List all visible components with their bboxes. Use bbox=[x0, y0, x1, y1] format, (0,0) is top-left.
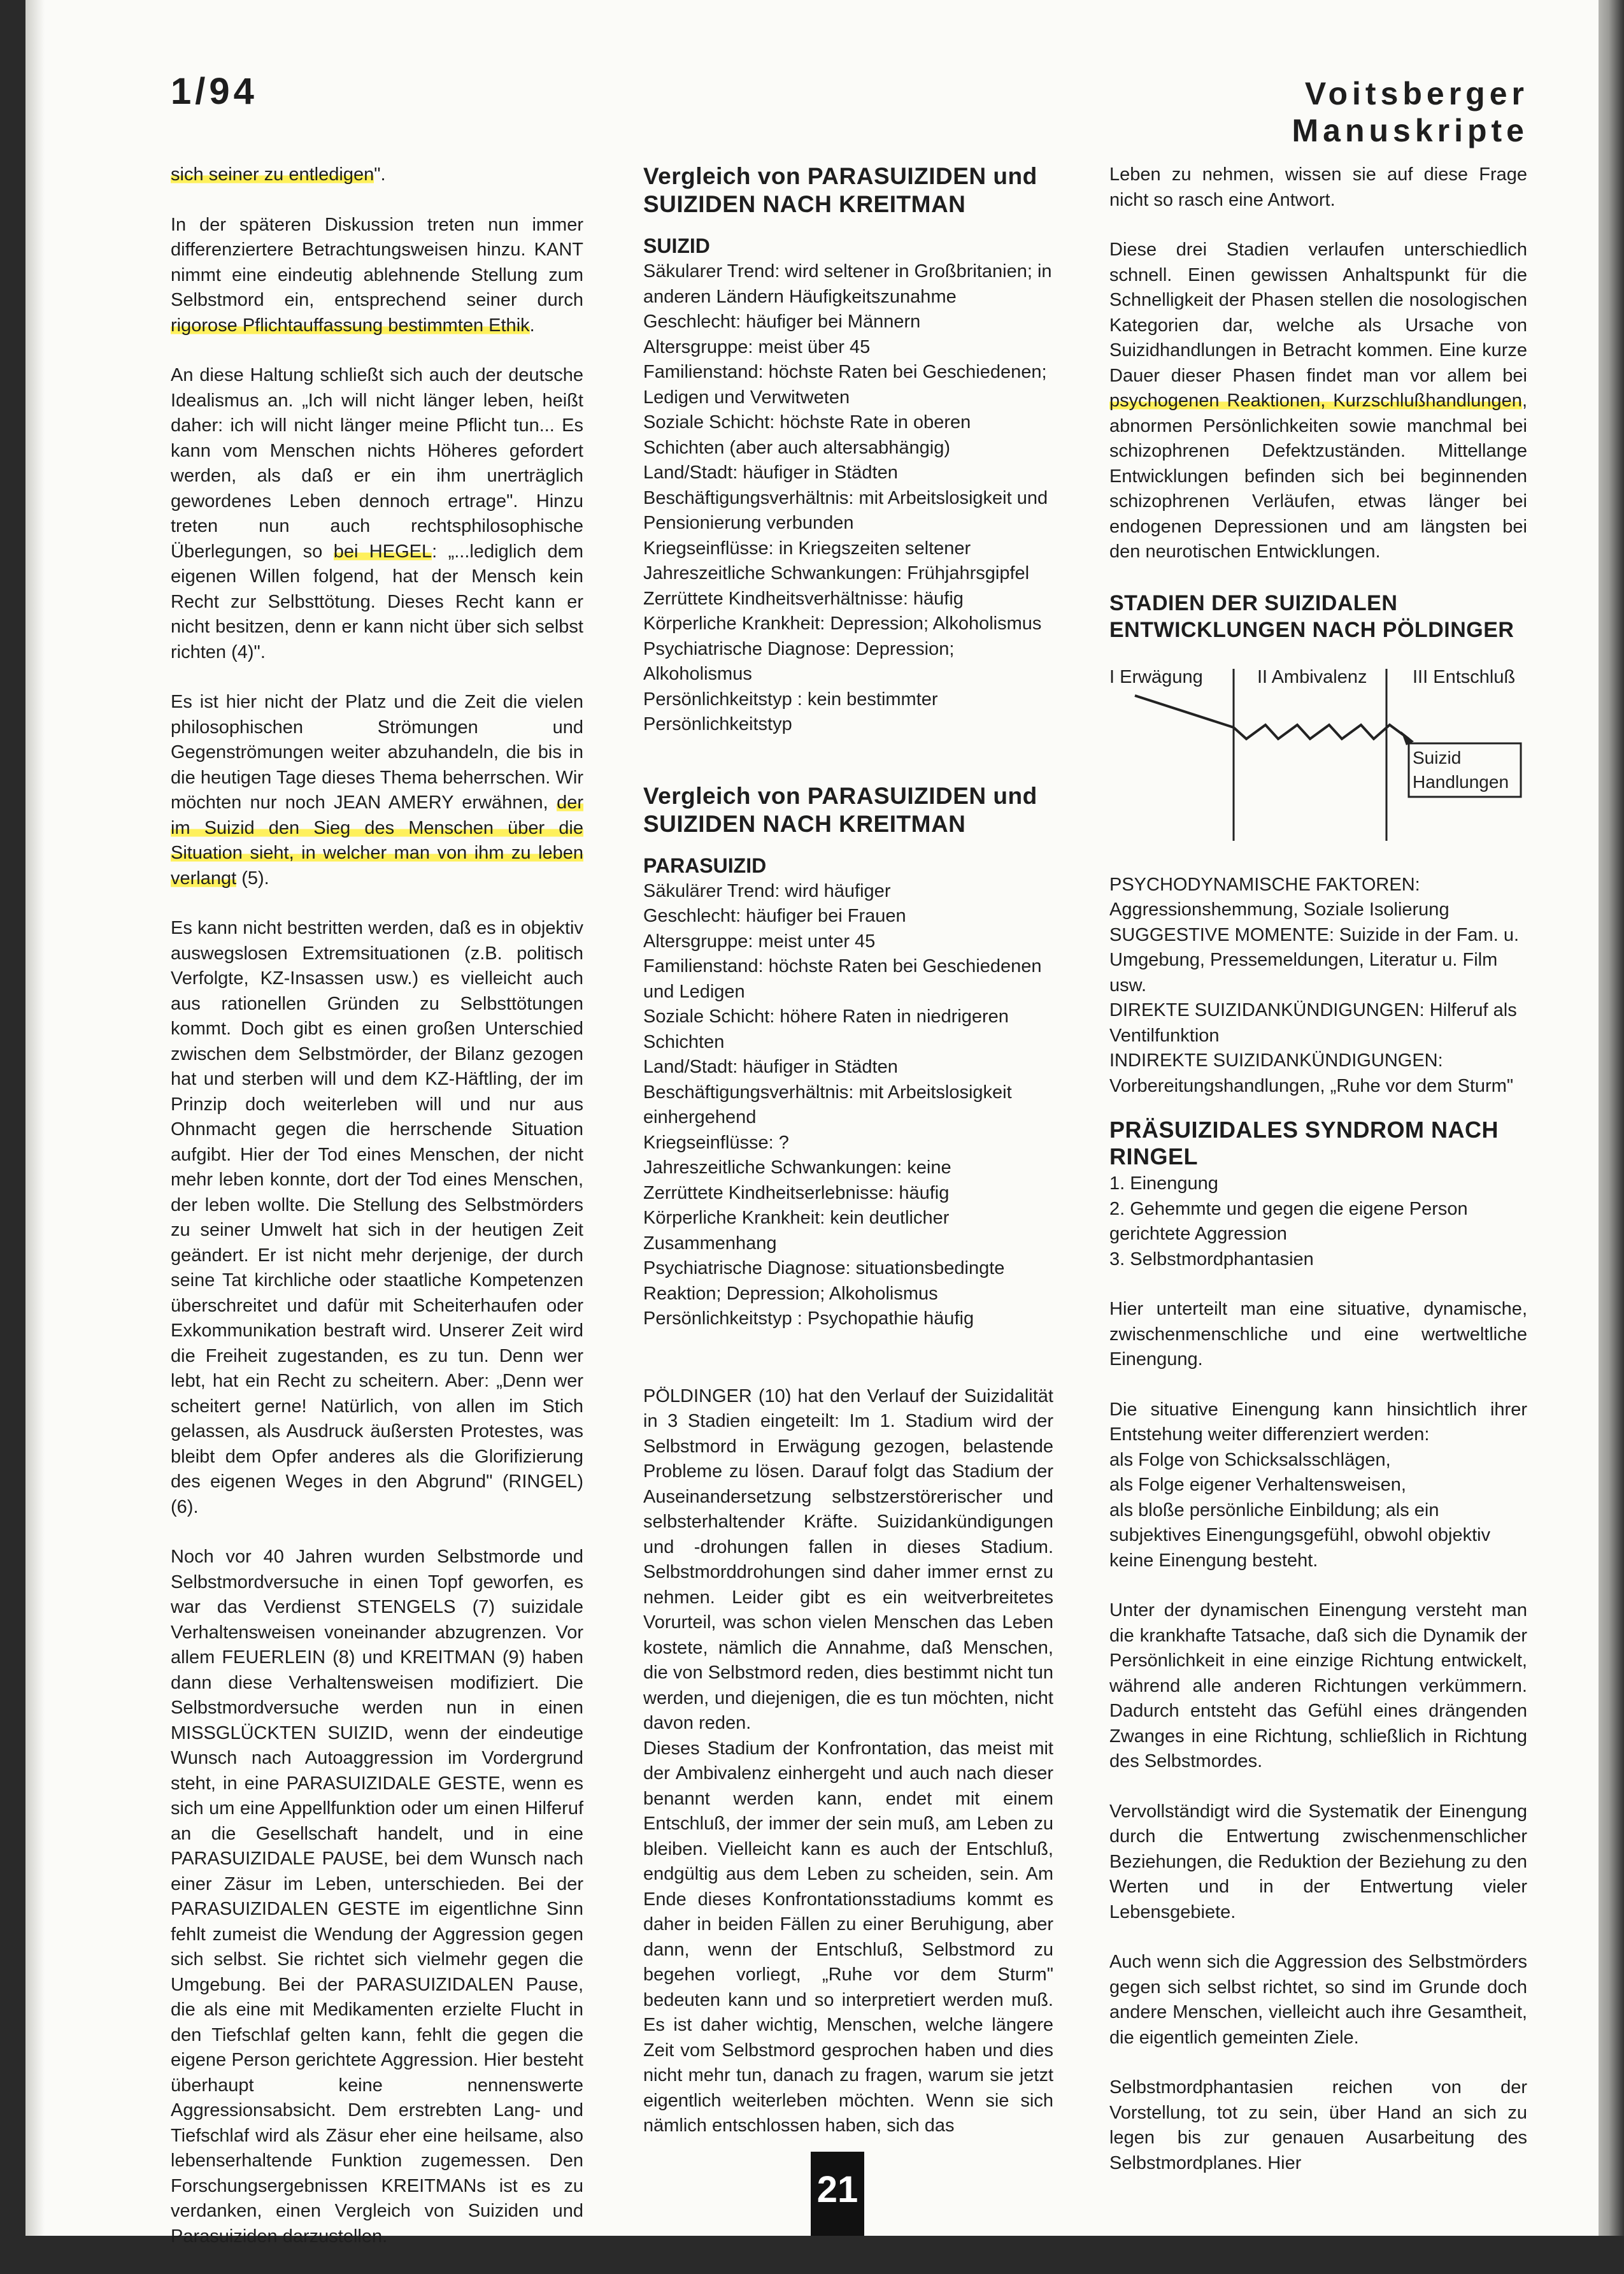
situativ-item: als Folge eigener Verhaltensweisen, bbox=[1109, 1475, 1406, 1495]
text: , abnormen Persönlichkeiten sowie manchmal bei schizophrenen Defektzuständen. Mittellange Entwicklungen befinden sich bei beginnenden schizophrenen Verläufen, etwas länger bei endogenen Depressionen und am längsten bei den neurotischen Entwicklungen. bbox=[1109, 390, 1527, 562]
heading-ringel: PRÄSUIZIDALES SYNDROM NACH RINGEL bbox=[1109, 1117, 1499, 1169]
suizid-list bbox=[643, 259, 1053, 738]
highlight: sich seiner zu entledigen bbox=[171, 164, 374, 185]
paragraph-continuation: Leben zu nehmen, wissen sie auf diese Frage nicht so rasch eine Antwort. bbox=[1109, 164, 1527, 210]
paragraph-kant bbox=[171, 213, 583, 339]
column-1 bbox=[171, 162, 583, 2274]
suizid-item: Altersgruppe: meist über 45 bbox=[643, 336, 871, 357]
highlight: psychogenen Reaktionen, Kurzschlußhandlungen bbox=[1109, 390, 1522, 411]
heading-stadien: STADIEN DER SUIZIDALEN ENTWICKLUNGEN NACH PÖLDINGER bbox=[1109, 590, 1514, 642]
text: ". bbox=[374, 164, 386, 185]
parasuizid-item: Jahreszeitliche Schwankungen: keine bbox=[643, 1157, 951, 1178]
suizid-item: Körperliche Krankheit: Depression; Alkoholismus bbox=[643, 613, 1042, 634]
suizid-item: Kriegseinflüsse: in Kriegszeiten seltener bbox=[643, 538, 971, 559]
parasuizid-item: Geschlecht: häufiger bei Frauen bbox=[643, 906, 906, 926]
suizid-item: Beschäftigungsverhältnis: mit Arbeitslosigkeit und Pensionierung verbunden bbox=[643, 487, 1048, 533]
paragraph-idealismus bbox=[171, 363, 583, 665]
text: In der späteren Diskussion treten nun immer differenziertere Betrachtungsweisen hinzu. KANT nimmt eine eindeutig ablehnende Stellung zum Selbstmord ein, entsprechend seiner durch bbox=[171, 214, 583, 310]
column-2 bbox=[643, 162, 1053, 2139]
paragraph-aggression: Auch wenn sich die Aggression des Selbstmörders gegen sich selbst richtet, so sind im Grunde doch andere Menschen, vielleicht auch ihre Gesamtheit, die eigentlich gemeinten Ziele. bbox=[1109, 1952, 1527, 2048]
ringel-item: 3. Selbstmordphantasien bbox=[1109, 1248, 1314, 1269]
paragraph-stengel: Noch vor 40 Jahren wurden Selbstmorde und Selbstmordversuche in einen Topf geworfen, es war das Verdienst STENGELS (7) suizidale Verhaltensweisen voneinander abzugrenzen. Vor allem FEUERLEIN (8) und KREITMAN (9) haben dann diese Verhaltensweisen modifiziert. Die Selbstmordversuche werden nun in einen MISSGLÜCKTEN SUIZID, wenn der eindeutige Wunsch nach Autoaggression im Vordergrund steht, in eine PARASUIZIDALE GESTE, wenn es sich um eine Appellfunktion oder um einen Hilferuf an die Gesellschaft handelt, und in eine PARASUIZIDALE PAUSE, bei dem Wunsch nach einer Zäsur im Leben, unterschieden. Bei der PARASUIZIDALEN GESTE im eigentlichne Sinn fehlt zumeist die Wendung der Aggression gegen sich selbst. Sie richtet sich vielmehr gegen die Umgebung. Bei der PARASUIZIDALEN Pause, die als eine mit Medikamenten erzielte Flucht in den Tiefschlaf gelten kann, fehlt die gegen die eigene Person gerichtete Aggression. Hier besteht überhaupt keine nennenswerte Aggressionsabsicht. Dem erstrebten Lang- und Tiefschlaf wird als Zäsur eher eine heilsame, also lebenserhaltende Funktion zugemessen. Den Forschungsergebnissen KREITMANs ist es zu verdanken, einen Vergleich von Suiziden und Parasuiziden darzustellen. bbox=[171, 1547, 583, 2247]
text: (5). bbox=[236, 868, 269, 889]
stage-label-entschluss: III Entschluß bbox=[1413, 666, 1516, 687]
parasuizid-item: Säkulärer Trend: wird häufiger bbox=[643, 880, 891, 901]
text: . bbox=[529, 315, 535, 336]
paragraph-entledigen bbox=[171, 162, 583, 188]
text: Es ist hier nicht der Platz und die Zeit die vielen philosophischen Strömungen und Gegenströmungen weiter abzuhandeln, die bis in die heutigen Tage dieses Thema beherrschen. Wir möchten nur noch JEAN AMERY erwähnen, bbox=[171, 692, 583, 813]
scan-border-left bbox=[25, 0, 45, 2236]
ringel-item: 1. Einengung bbox=[1109, 1173, 1218, 1194]
parasuizid-item: Zerrüttete Kindheitserlebnisse: häufig bbox=[643, 1182, 950, 1203]
text: Diese drei Stadien verlaufen unterschiedlich schnell. Einen gewissen Anhaltspunkt für die Schnelligkeit der Phasen stellen die nosologischen Kategorien dar, welche als Ursache von Suizidhandlungen in Betracht kommen. Eine kurze Dauer dieser Phasen findet man vor allem bei bbox=[1109, 240, 1527, 386]
parasuizid-list bbox=[643, 879, 1053, 1332]
paragraph-konfrontation: Dieses Stadium der Konfrontation, das meist mit der Ambivalenz einhergeht und auch nach dieser benannt werden kann, endet mit einem Entschluß, der immer der sein muß, am Leben zu bleiben. Vielleicht kann es auch der Entschluß, endgültig aus dem Leben zu scheiden, sein. Am Ende dieses Konfrontationsstadiums kommt es daher in beiden Fällen zu einer Beruhigung, aber dann, wenn der Entschluß, Selbstmord zu begehen vorliegt, „Ruhe vor dem Sturm" bedeuten kann und so interpretiert werden muß. Es ist daher wichtig, Menschen, welche längere Zeit vom Selbstmord gesprochen haben und dies nicht mehr tun, danach zu fragen, warum sie jetzt eigentlich weiterleben möchten. Wenn sie sich nämlich entschlossen haben, sich das bbox=[643, 1738, 1053, 2136]
parasuizid-item: Persönlichkeitstyp : Psychopathie häufig bbox=[643, 1308, 974, 1329]
factor-item: DIREKTE SUIZIDANKÜNDIGUNGEN: Hilferuf als Ventilfunktion bbox=[1109, 1000, 1517, 1046]
parasuizid-item: Psychiatrische Diagnose: situationsbedingte Reaktion; Depression; Alkoholismus bbox=[643, 1258, 1005, 1304]
parasuizid-item: Beschäftigungsverhältnis: mit Arbeitslosigkeit einhergehend bbox=[643, 1082, 1012, 1127]
outcome-label-1: Suizid bbox=[1413, 747, 1462, 768]
page-number: 21 bbox=[811, 2152, 864, 2236]
stage-label-ambivalenz: II Ambivalenz bbox=[1257, 666, 1367, 687]
suizid-item: Jahreszeitliche Schwankungen: Frühjahrsgipfel bbox=[643, 563, 1030, 583]
factor-item: SUGGESTIVE MOMENTE: Suizide in der Fam. u. Umgebung, Pressemeldungen, Literatur u. Film usw. bbox=[1109, 924, 1519, 996]
stages-diagram bbox=[1109, 656, 1527, 847]
situativ-list bbox=[1109, 1448, 1527, 1574]
paragraph-systematik: Vervollständigt wird die Systematik der Einengung durch die Entwertung zwischenmenschlicher Beziehungen, die Reduktion der Beziehung zu den Werten und in der Entwertung vieler Lebensgebiete. bbox=[1109, 1801, 1527, 1922]
suizid-item: Zerrüttete Kindheitsverhältnisse: häufig bbox=[643, 588, 964, 609]
trajectory-line bbox=[1135, 696, 1409, 739]
column-3 bbox=[1109, 162, 1527, 2201]
factor-item: INDIREKTE SUIZIDANKÜNDIGUNGEN: Vorbereitungshandlungen, „Ruhe vor dem Sturm" bbox=[1109, 1050, 1514, 1096]
highlight: der im Suizid den Sieg des Menschen über die Situation sieht, in welcher man von ihm zu leben verlangt bbox=[171, 792, 583, 889]
outcome-label-2: Handlungen bbox=[1413, 771, 1509, 792]
paragraph-dynamisch: Unter der dynamischen Einengung versteht man die krankhafte Tatsache, daß sich die Dynamik der Persönlichkeit in eine einzige Richtung entwickelt, während alle anderen Richtungen verkümmern. Dadurch entsteht das Gefühl eines drängenden Zwanges in eine Richtung, schließlich in Richtung des Selbstmordes. bbox=[1109, 1600, 1527, 1771]
issue-number: 1/94 bbox=[171, 71, 258, 112]
ringel-item: 2. Gehemmte und gegen die eigene Person gerichtete Aggression bbox=[1109, 1198, 1468, 1244]
parasuizid-item: Kriegseinflüsse: ? bbox=[643, 1132, 789, 1153]
suizid-item: Säkularer Trend: wird seltener in Großbritanien; in anderen Ländern Häufigkeitszunahme bbox=[643, 261, 1052, 307]
factor-list bbox=[1109, 873, 1527, 1099]
ringel-list bbox=[1109, 1171, 1527, 1272]
parasuizid-item: Familienstand: höchste Raten bei Geschiedenen und Ledigen bbox=[643, 956, 1042, 1002]
heading-vergleich-1: Vergleich von PARASUIZIDEN und SUIZIDEN NACH KREITMAN bbox=[643, 163, 1037, 217]
suizid-item: Psychiatrische Diagnose: Depression; Alkoholismus bbox=[643, 638, 955, 684]
paragraph-amery bbox=[171, 690, 583, 891]
parasuizid-item: Soziale Schicht: höhere Raten in niedrigeren Schichten bbox=[643, 1006, 1009, 1052]
parasuizid-item: Körperliche Krankheit: kein deutlicher Zusammenhang bbox=[643, 1208, 950, 1254]
journal-title: Voitsberger Manuskripte bbox=[1292, 76, 1528, 148]
subheading-suizid: SUIZID bbox=[643, 234, 710, 257]
situativ-item: als bloße persönliche Einbildung; als ein subjektives Einengungsgefühl, obwohl objektiv keine Einengung besteht. bbox=[1109, 1499, 1491, 1571]
suizid-item: Familienstand: höchste Raten bei Geschiedenen; Ledigen und Verwitweten bbox=[643, 362, 1047, 408]
paragraph-phantasien: Selbstmordphantasien reichen von der Vorstellung, tot zu sein, über Hand an sich zu legen bis zur genauen Ausarbeitung des Selbstmordplanes. Hier bbox=[1109, 2077, 1527, 2173]
paragraph-stadien bbox=[1109, 238, 1527, 565]
stages-diagram-svg bbox=[1109, 656, 1527, 847]
heading-vergleich-2: Vergleich von PARASUIZIDEN und SUIZIDEN NACH KREITMAN bbox=[643, 782, 1037, 837]
stage-label-erwaegung: I Erwägung bbox=[1109, 666, 1203, 687]
suizid-item: Geschlecht: häufiger bei Männern bbox=[643, 311, 921, 332]
parasuizid-item: Land/Stadt: häufiger in Städten bbox=[643, 1057, 898, 1077]
paragraph-poeldinger: PÖLDINGER (10) hat den Verlauf der Suizidalität in 3 Stadien eingeteilt: Im 1. Stadium wird der Selbstmord in Erwägung gezogen, belastende Probleme zu lösen. Darauf folgt das Stadium der Auseinandersetzung selbstzerstörerischer und selbsterhaltender Kräfte. Suizidankündigungen und -drohungen fallen in dieses Stadium. Selbstmorddrohungen sind daher immer ernst zu nehmen. Leider gibt es ein weitverbreitetes Vorurteil, was schon vielen Menschen das Leben kostete, nämlich die Annahme, daß Menschen, die von Selbstmord reden, dies bestimmt nicht tun werden, und diejenigen, die es tun möchten, nicht davon reden. bbox=[643, 1385, 1053, 1733]
text: : „...lediglich dem eigenen Willen folgend, hat der Mensch kein Recht zur Selbsttötung. Dieses Recht kann er nicht besitzen, denn er kann nicht über sich selbst richten (4)". bbox=[171, 541, 583, 662]
paragraph-situativ: Die situative Einengung kann hinsichtlich ihrer Entstehung weiter differenziert werden: bbox=[1109, 1399, 1527, 1445]
factor-item: PSYCHODYNAMISCHE FAKTOREN: Aggressionshemmung, Soziale Isolierung bbox=[1109, 874, 1449, 920]
paragraph-unterteilt: Hier unterteilt man eine situative, dynamische, zwischenmenschliche und eine wertweltliche Einengung. bbox=[1109, 1299, 1527, 1369]
text: An diese Haltung schließt sich auch der deutsche Idealismus an. „Ich will nicht länger leben, heißt daher: ich will nicht länger meine Pflicht tun... Es kann vom Menschen nichts Höheres gefordert werden, als daß er ein ihm unerträglich gewordenes Leben dennoch ertrage". Hinzu treten nun auch rechtsphilosophische Überlegungen, so bbox=[171, 365, 583, 562]
subheading-parasuizid: PARASUIZID bbox=[643, 854, 767, 877]
highlight: bei HEGEL bbox=[333, 541, 432, 562]
suizid-item: Land/Stadt: häufiger in Städten bbox=[643, 462, 898, 483]
suizid-item: Persönlichkeitstyp : kein bestimmter Persönlichkeitstyp bbox=[643, 689, 938, 734]
parasuizid-item: Altersgruppe: meist unter 45 bbox=[643, 931, 876, 952]
highlight: rigorose Pflichtauffassung bestimmten Ethik bbox=[171, 315, 530, 336]
suizid-item: Soziale Schicht: höchste Rate in oberen Schichten (aber auch altersabhängig) bbox=[643, 412, 971, 458]
situativ-item: als Folge von Schicksalsschlägen, bbox=[1109, 1449, 1391, 1470]
paragraph-extremsituationen: Es kann nicht bestritten werden, daß es in objektiv auswegslosen Extremsituationen (z.B. politisch Verfolgte, KZ-Insassen usw.) es vielleicht auch aus rationellen Gründen zu Selbsttötungen kommt. Doch gibt es einen großen Unterschied zwischen dem Selbstmörder, der Bilanz gezogen hat und sterben will und dem KZ-Häftling, der im Prinzip doch weiterleben will und nur aus Ohnmacht gegen die herrschende Situation aufgibt. Hier der Tod eines Menschen, der nicht mehr leben konnte, dort der Tod eines Menschen, der leben wollte. Die Stellung des Selbstmörders zu seiner Umwelt hat sich in der heutigen Zeit geändert. Er ist nicht mehr derjenige, der durch seine Tat kirchliche oder staatliche Kompetenzen überschreitet und dafür mit Scheiterhaufen oder Exkommunikation bestraft wird. Unserer Zeit wird die Freiheit zugestanden, es zu tun. Denn wer lebt, hat ein Recht zu scheitern. Aber: „Denn wer scheitert gerne! Natürlich, von allen im Stich gelassen, als Ausdruck äußersten Protestes, was bleibt dem Opfer anderes als die Glorifizierung des eigenen Weges in den Abgrund" (RINGEL) (6). bbox=[171, 918, 583, 1517]
